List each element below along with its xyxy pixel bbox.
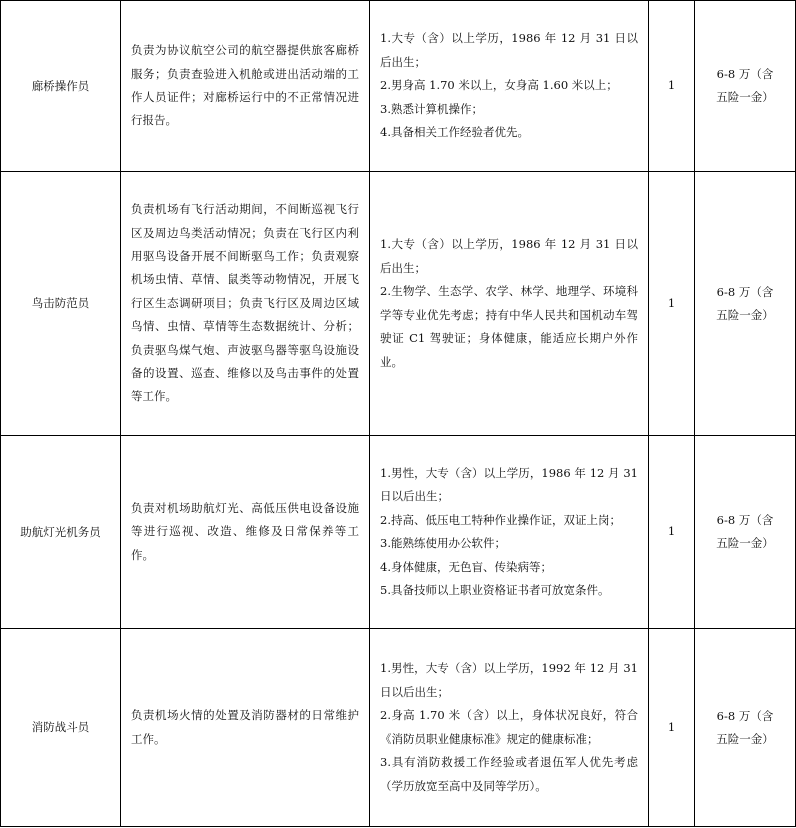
requirement-item: 4.身体健康，无色盲、传染病等； xyxy=(380,559,552,574)
salary xyxy=(695,436,796,629)
requirement-item: 2.身高 1.70 米（含）以上，身体状况良好，符合《消防员职业健康标准》规定的健康标准； xyxy=(380,708,638,746)
requirement-item: 2.男身高 1.70 米以上，女身高 1.60 米以上； xyxy=(380,78,618,93)
table-row xyxy=(1,172,796,436)
job-duty: 负责机场火情的处置及消防器材的日常维护工作。 xyxy=(121,629,370,827)
job-duty: 负责为协议航空公司的航空器提供旅客廊桥服务；负责查验进入机舱或进出活动端的工作人员证件；对廊桥运行中的不正常情况进行报告。 xyxy=(121,1,370,172)
table-row xyxy=(1,629,796,827)
salary-line: 五险一金） xyxy=(716,536,774,550)
requirement-item: 1.男性，大专（含）以上学历，1986 年 12 月 31 日以后出生； xyxy=(380,465,638,503)
salary-line: 6-8 万（含 xyxy=(716,67,774,81)
requirement-item: 2.生物学、生态学、农学、林学、地理学、环境科学等专业优先考虑；持有中华人民共和国机动车驾驶证 C1 驾驶证；身体健康，能适应长期户外作业。 xyxy=(380,284,638,369)
requirement-item: 5.具备技师以上职业资格证书者可放宽条件。 xyxy=(380,583,610,597)
requirement-item: 1.大专（含）以上学历，1986 年 12 月 31 日以后出生； xyxy=(380,237,638,275)
salary-line: 五险一金） xyxy=(716,731,774,746)
job-requirements xyxy=(370,629,649,827)
table-row xyxy=(1,1,796,172)
job-requirements xyxy=(370,1,649,172)
requirement-item: 1.男性，大专（含）以上学历，1992 年 12 月 31 日以后出生； xyxy=(380,661,638,699)
headcount: 1 xyxy=(649,172,695,436)
requirement-item: 4.具备相关工作经验者优先。 xyxy=(380,125,529,140)
salary xyxy=(695,172,796,436)
position-title: 助航灯光机务员 xyxy=(1,436,121,629)
position-title: 廊桥操作员 xyxy=(1,1,121,172)
requirement-item: 3.具有消防救援工作经验或者退伍军人优先考虑（学历放宽至高中及同等学历）。 xyxy=(380,755,638,793)
salary-line: 五险一金） xyxy=(716,90,774,104)
salary xyxy=(695,1,796,172)
table-row xyxy=(1,436,796,629)
position-title: 消防战斗员 xyxy=(1,629,121,827)
salary-line: 6-8 万（含 xyxy=(716,284,774,299)
requirement-item: 1.大专（含）以上学历，1986 年 12 月 31 日以后出生； xyxy=(380,31,638,69)
salary xyxy=(695,629,796,827)
requirement-item: 2.持高、低压电工特种作业操作证，双证上岗； xyxy=(380,512,621,527)
requirement-item: 3.能熟练使用办公软件； xyxy=(380,536,506,550)
position-title: 鸟击防范员 xyxy=(1,172,121,436)
requirement-item: 3.熟悉计算机操作； xyxy=(380,101,483,116)
salary-line: 6-8 万（含 xyxy=(716,513,774,527)
job-requirements xyxy=(370,172,649,436)
job-requirements xyxy=(370,436,649,629)
job-duty: 负责机场有飞行活动期间，不间断巡视飞行区及周边鸟类活动情况；负责在飞行区内利用驱鸟设备开展不间断驱鸟工作；负责观察机场虫情、草情、鼠类等动物情况，开展飞行区生态调研项目；负责飞行区及周边区域鸟情、虫情、草情等生态数据统计、分析；负责驱鸟煤气炮、声波驱鸟器等驱鸟设施设备的设置、巡查、维修以及鸟击事件的处置等工作。 xyxy=(121,172,370,436)
headcount: 1 xyxy=(649,436,695,629)
salary-line: 五险一金） xyxy=(716,307,774,322)
headcount: 1 xyxy=(649,1,695,172)
headcount: 1 xyxy=(649,629,695,827)
salary-line: 6-8 万（含 xyxy=(716,708,774,723)
job-duty: 负责对机场助航灯光、高低压供电设备设施等进行巡视、改造、维修及日常保养等工作。 xyxy=(121,436,370,629)
